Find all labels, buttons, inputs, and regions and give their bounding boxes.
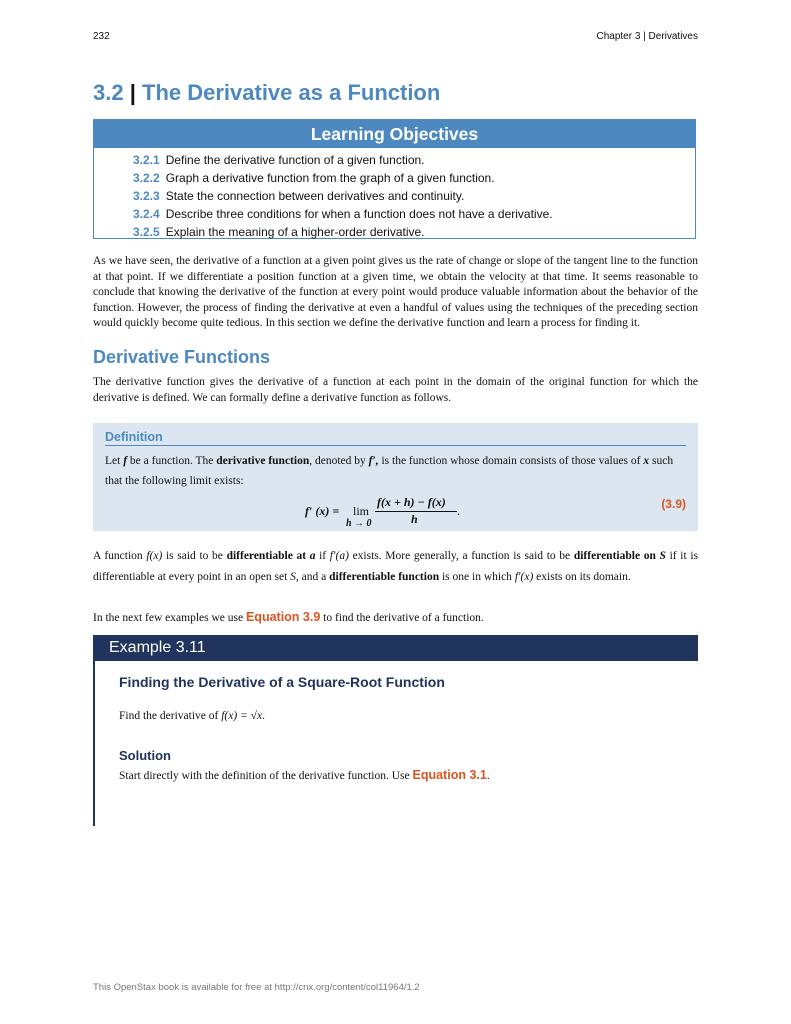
text-run: exists on its domain. bbox=[533, 571, 631, 583]
learning-objective-item bbox=[133, 205, 695, 223]
def-text-run: , denoted by bbox=[309, 455, 369, 467]
equation-3-1-link[interactable]: Equation 3.1 bbox=[412, 768, 487, 782]
text-run: In the next few examples we use bbox=[93, 612, 246, 624]
term-differentiable-at: differentiable at bbox=[226, 550, 310, 562]
text-run: if it is differentiable at every point in an open set bbox=[93, 550, 698, 583]
learning-objective-item bbox=[133, 151, 695, 169]
formula-numerator: f(x + h) − f(x) bbox=[377, 495, 446, 509]
objective-text: Describe three conditions for when a function does not have a derivative. bbox=[165, 207, 553, 221]
learning-objectives-list bbox=[94, 148, 695, 241]
math-fx: f(x) bbox=[146, 550, 163, 562]
objective-number: 3.2.5 bbox=[133, 225, 160, 239]
definition-term: derivative function bbox=[216, 455, 310, 467]
term-differentiable-function: differentiable function bbox=[329, 571, 440, 583]
learning-objective-item bbox=[133, 169, 695, 187]
intro-paragraph: As we have seen, the derivative of a function at a given point gives us the rate of change or slope of the tangent line to the function at that point. If we differentiate a position function at a given time, we obtain the velocity at that time. It seems reasonable to conclude that knowing the derivative of the function at every point would produce valuable information about the behavior of the function. However, the process of finding the derivative at even a handful of values using the techniques of the preceding section would quickly become quite tedious. In this section we define the derivative function and learn a process for finding it. bbox=[93, 255, 698, 329]
example-header-bar bbox=[93, 635, 698, 661]
example-problem bbox=[119, 710, 265, 722]
math-sqrt-function: f(x) = √x bbox=[221, 710, 263, 722]
equation-3-9-link[interactable]: Equation 3.9 bbox=[245, 610, 321, 624]
chapter-label: Chapter 3 | Derivatives bbox=[596, 31, 698, 42]
math-a: a bbox=[309, 550, 316, 562]
def-text-run: Let bbox=[105, 455, 124, 467]
objective-number: 3.2.3 bbox=[133, 189, 160, 203]
learning-objective-item bbox=[133, 187, 695, 205]
learning-objectives-title: Learning Objectives bbox=[94, 120, 695, 148]
solution-text bbox=[119, 768, 490, 782]
text-run: Start directly with the definition of the derivative function. Use bbox=[119, 770, 413, 782]
objective-number: 3.2.2 bbox=[133, 171, 160, 185]
text-run: if bbox=[315, 550, 330, 562]
formula-lhs: f′ (x) = bbox=[305, 504, 340, 518]
math-f: f bbox=[123, 455, 128, 467]
page-number: 232 bbox=[93, 31, 110, 42]
example-heading: Finding the Derivative of a Square-Root Function bbox=[119, 674, 445, 690]
objective-number: 3.2.1 bbox=[133, 153, 160, 167]
text-run: exists. More generally, a function is said to be bbox=[348, 550, 574, 562]
math-S: S bbox=[659, 550, 666, 562]
def-text-run: be a function. The bbox=[127, 455, 217, 467]
text-run: to find the derivative of a function. bbox=[320, 612, 484, 624]
text-run: is said to be bbox=[162, 550, 227, 562]
text-run: is one in which bbox=[439, 571, 515, 583]
term-differentiable-on: differentiable on bbox=[573, 550, 660, 562]
math-f-prime: f′, bbox=[368, 455, 379, 467]
example-label: Example 3.11 bbox=[109, 639, 206, 656]
next-examples-paragraph bbox=[93, 610, 698, 627]
text-run: Find the derivative of bbox=[119, 710, 222, 722]
equation-number: (3.9) bbox=[661, 497, 686, 511]
derivative-functions-heading: Derivative Functions bbox=[93, 347, 271, 367]
objective-text: Graph a derivative function from the graph of a given function. bbox=[165, 171, 495, 185]
objective-text: Explain the meaning of a higher-order derivative. bbox=[165, 225, 425, 239]
derivative-function-paragraph: The derivative function gives the derivative of a function at each point in the domain of the original function for which the derivative is defined. We can formally define a derivative function as follows. bbox=[93, 376, 698, 404]
text-run: and a bbox=[298, 571, 330, 583]
definition-title: Definition bbox=[105, 430, 686, 446]
formula-lim: lim bbox=[353, 504, 370, 518]
math-f-prime-x: f′(x) bbox=[514, 571, 534, 583]
math-x: x bbox=[643, 455, 650, 467]
definition-text bbox=[105, 451, 686, 491]
text-run: A function bbox=[93, 550, 147, 562]
formula-lim-subscript: h → 0 bbox=[346, 518, 372, 529]
footer-note: This OpenStax book is available for free at http://cnx.org/content/col11964/1.2 bbox=[93, 982, 420, 993]
learning-objectives-box bbox=[93, 119, 696, 239]
formula-period: . bbox=[457, 504, 460, 518]
def-text-run: such that the following limit exists: bbox=[105, 455, 674, 487]
example-left-rule bbox=[93, 661, 95, 826]
text-run: . bbox=[262, 710, 265, 722]
section-title bbox=[93, 80, 440, 106]
section-title-text: The Derivative as a Function bbox=[142, 80, 441, 105]
definition-box bbox=[93, 423, 698, 531]
objective-number: 3.2.4 bbox=[133, 207, 160, 221]
objective-text: Define the derivative function of a given function. bbox=[165, 153, 425, 167]
math-f-prime-a: f′(a) bbox=[329, 550, 349, 562]
def-text-run: is the function whose domain consists of those values of bbox=[378, 455, 644, 467]
differentiability-paragraph bbox=[93, 546, 698, 588]
section-number: 3.2 bbox=[93, 80, 124, 105]
learning-objective-item bbox=[133, 223, 695, 241]
formula-denominator: h bbox=[411, 512, 418, 526]
solution-label: Solution bbox=[119, 748, 171, 763]
text-run: . bbox=[486, 770, 490, 782]
objective-text: State the connection between derivatives and continuity. bbox=[165, 189, 465, 203]
section-separator: | bbox=[129, 80, 136, 105]
math-S: S, bbox=[290, 571, 299, 583]
